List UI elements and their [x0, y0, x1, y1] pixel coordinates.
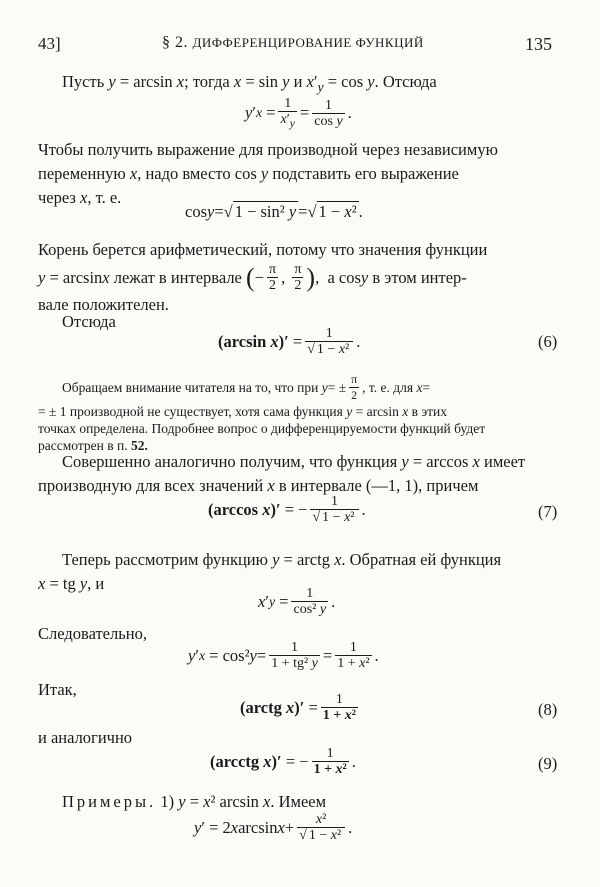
- formula-arcsin-derivative: (arcsin x)′ = $\frac{1}{\text{√ 1 − x²}}$ .: [218, 326, 361, 357]
- paragraph-4: Совершенно аналогично получим, что функция y = arccos x имеет производную для всех значений x в интервале (—1, 1), причем: [38, 452, 526, 495]
- otsyuda-2: Отсюда: [62, 312, 116, 331]
- formula-arctg-derivative: (arctg x)′ = $\frac{1}{\text{1 + x²}}$: [240, 692, 356, 723]
- formula-x-prime-y: x ′ y = $\frac{1}{\text{cos² y}}$ .: [258, 586, 336, 617]
- formula-cos-y: cos y = √ 1 − sin² y = √ 1 − x² .: [185, 202, 363, 221]
- itak: Итак,: [38, 680, 77, 699]
- paragraph-2: Чтобы получить выражение для производной через независимую переменную x, надо вместо cos y подставить его выражение через x, т. е.: [38, 140, 498, 207]
- formula-arctg-chain: y ′ x = cos² y = $\frac{1}{\text{1 + tg² y}}$ = $\frac{1}{\text{1 + x²}}$ .: [188, 640, 379, 671]
- page-number: 135: [525, 34, 552, 54]
- sledovatelno: Следовательно,: [38, 624, 147, 643]
- i-analogichno: и аналогично: [38, 728, 133, 747]
- equation-number-7: (7): [538, 502, 558, 521]
- paragraph-5: Теперь рассмотрим функцию y = arctg x. Обратная ей функция x = tg y, и: [38, 550, 502, 593]
- formula-arccos-derivative: (arccos x)′ = − $\frac{1}{\text{√ 1 − x²}}$ .: [208, 494, 366, 525]
- formula-derivative-inverse: y ′ x = $\frac{1}{x'_y}$ = $\frac{1}{\text{cos y}}$ .: [245, 96, 352, 130]
- equation-number-9: (9): [538, 754, 558, 773]
- equation-number-6: (6): [538, 332, 558, 351]
- formula-example-1: y ′ = 2 x arcsin x + $\frac{\text{x²}}{\text{√ 1 − x²}}$ .: [194, 812, 353, 843]
- section-number: § 2.: [162, 34, 188, 51]
- examples-line: Примеры. 1) y = x² arcsin x. Имеем: [62, 792, 327, 811]
- equation-number-8: (8): [538, 700, 558, 719]
- running-title: [162, 34, 424, 52]
- intro-line: Пусть y = arcsin x; тогда x = sin y и $x'_y = \cos y$. Отсюда: [62, 72, 437, 95]
- chapter-marker: 43]: [38, 34, 61, 53]
- formula-arcctg-derivative: (arcctg x)′ = − $\frac{1}{\text{1 + x²}}$ .: [210, 746, 356, 777]
- footnote-remark: Обращаем внимание читателя на то, что при y = ± $\frac{\pi}{2}$ , т. е. для x = = ± 1 производной не существует, хотя сама функция y = arcsin x в этих точках определена. Подробнее вопрос о дифференцируемости функций будет рассмотрен в п. 52.: [38, 372, 486, 453]
- paragraph-3: Корень берется арифметический, потому что значения функции y = arcsin x лежат в интервале ( − $\frac{\pi}{2}$ , $\frac{\pi}{2}$ ) , а cos y в этом интер- вале положителен.: [38, 240, 488, 314]
- section-title: ДИФФЕРЕНЦИРОВАНИЕ ФУНКЦИЙ: [192, 35, 424, 50]
